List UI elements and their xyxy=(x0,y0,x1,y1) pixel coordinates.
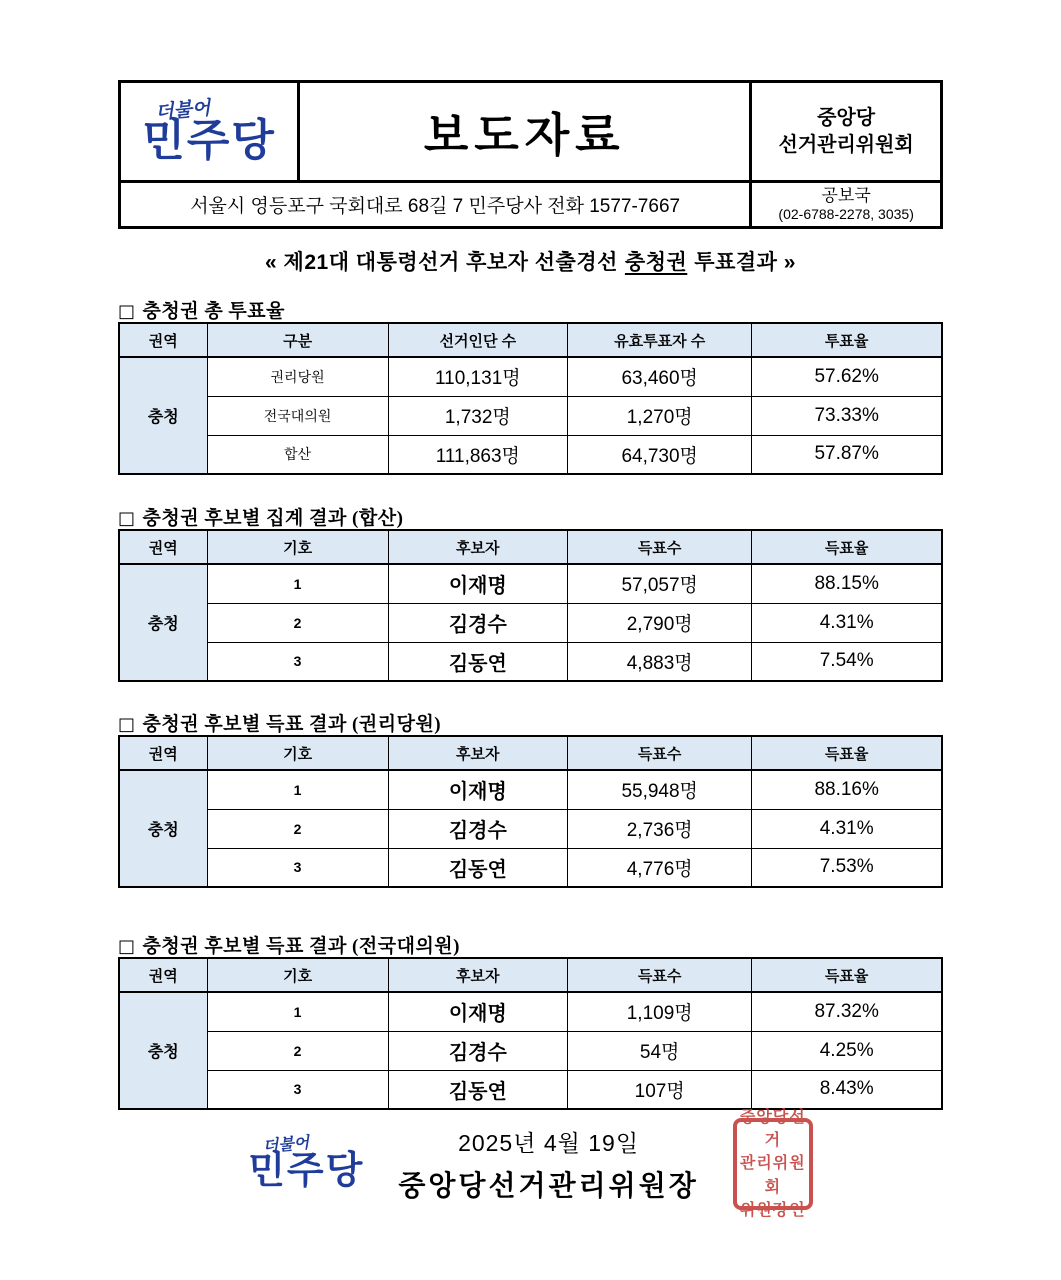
col-header-region: 권역 xyxy=(119,530,207,564)
region-cell: 충청 xyxy=(119,357,207,474)
candidate-cell: 김동연 xyxy=(388,1070,567,1109)
table-row xyxy=(119,1070,942,1109)
table-row xyxy=(119,603,942,642)
ballot-number-cell: 1 xyxy=(207,564,388,603)
col-header-votes: 득표수 xyxy=(568,736,752,770)
turnout-rate-cell: 73.33% xyxy=(752,396,942,435)
votes-cell: 55,948명 xyxy=(568,770,752,809)
col-header-candidate: 후보자 xyxy=(388,958,567,992)
candidate-cell: 김경수 xyxy=(388,1031,567,1070)
checkbox-bullet-icon: □ xyxy=(118,714,136,735)
press-release-title: 보도자료 xyxy=(423,108,626,161)
vote-share-cell: 4.31% xyxy=(752,809,942,848)
col-header-category: 구분 xyxy=(207,323,388,357)
table-row xyxy=(119,564,942,603)
col-header-votes: 득표수 xyxy=(568,958,752,992)
table-header-row xyxy=(119,530,942,564)
seal-text-line3: 위원장인 xyxy=(739,1201,806,1219)
votes-cell: 107명 xyxy=(568,1070,752,1109)
table-header-row xyxy=(119,323,942,357)
document-title xyxy=(118,246,943,276)
ballot-number-cell: 2 xyxy=(207,603,388,642)
category-cell: 합산 xyxy=(207,435,388,474)
signature-text-block xyxy=(398,1125,698,1204)
ballot-number-cell: 2 xyxy=(207,1031,388,1070)
region-cell: 충청 xyxy=(119,992,207,1109)
table-header-row xyxy=(119,958,942,992)
electorate-cell: 111,863명 xyxy=(388,435,567,474)
votes-cell: 2,790명 xyxy=(568,603,752,642)
col-header-vote-share: 득표율 xyxy=(752,958,942,992)
section-title-member-results xyxy=(118,709,943,736)
delegate-results-table xyxy=(118,957,943,1110)
table-row xyxy=(119,396,942,435)
region-cell: 충청 xyxy=(119,564,207,681)
vote-share-cell: 4.25% xyxy=(752,1031,942,1070)
checkbox-bullet-icon: □ xyxy=(118,936,136,957)
signer-title: 중앙당선거관리위원장 xyxy=(398,1169,699,1201)
votes-cell: 4,776명 xyxy=(568,848,752,887)
col-header-turnout-rate: 투표율 xyxy=(752,323,942,357)
vote-share-cell: 87.32% xyxy=(752,992,942,1031)
col-header-ballot-number: 기호 xyxy=(207,530,388,564)
checkbox-bullet-icon: □ xyxy=(118,301,136,322)
press-header xyxy=(118,80,943,229)
section-title-text: 충청권 총 투표율 xyxy=(142,301,285,322)
table-row xyxy=(119,1031,942,1070)
table-row xyxy=(119,992,942,1031)
candidate-cell: 김동연 xyxy=(388,642,567,681)
valid-voters-cell: 63,460명 xyxy=(568,357,752,396)
party-logo-top-text: 더불어 xyxy=(262,1134,311,1156)
turnout-rate-cell: 57.62% xyxy=(752,357,942,396)
press-release-title-cell xyxy=(299,82,751,182)
turnout-rate-cell: 57.87% xyxy=(752,435,942,474)
votes-cell: 57,057명 xyxy=(568,564,752,603)
seal-text-line2: 관리위원회 xyxy=(739,1155,806,1196)
combined-results-table xyxy=(118,529,943,682)
table-row xyxy=(119,770,942,809)
candidate-cell: 이재명 xyxy=(388,564,567,603)
votes-cell: 54명 xyxy=(568,1031,752,1070)
candidate-cell: 이재명 xyxy=(388,770,567,809)
ballot-number-cell: 2 xyxy=(207,809,388,848)
document-title-region-underlined: 충청권 xyxy=(624,251,688,274)
ballot-number-cell: 3 xyxy=(207,1070,388,1109)
official-seal-stamp xyxy=(733,1109,813,1219)
ballot-number-cell: 3 xyxy=(207,848,388,887)
section-title-text: 충청권 후보별 집계 결과 (합산) xyxy=(142,508,404,529)
electorate-cell: 110,131명 xyxy=(388,357,567,396)
member-results-table xyxy=(118,735,943,888)
table-row xyxy=(119,848,942,887)
vote-share-cell: 88.16% xyxy=(752,770,942,809)
vote-share-cell: 7.53% xyxy=(752,848,942,887)
col-header-ballot-number: 기호 xyxy=(207,736,388,770)
candidate-cell: 김동연 xyxy=(388,848,567,887)
vote-share-cell: 4.31% xyxy=(752,603,942,642)
category-cell: 전국대의원 xyxy=(207,396,388,435)
party-logo-cell xyxy=(120,82,299,182)
vote-share-cell: 88.15% xyxy=(752,564,942,603)
electorate-cell: 1,732명 xyxy=(388,396,567,435)
turnout-table xyxy=(118,322,943,475)
bureau-cell xyxy=(751,182,942,228)
col-header-candidate: 후보자 xyxy=(388,736,567,770)
table-row xyxy=(119,435,942,474)
ballot-number-cell: 1 xyxy=(207,992,388,1031)
candidate-cell: 김경수 xyxy=(388,603,567,642)
vote-share-cell: 7.54% xyxy=(752,642,942,681)
party-logo-top-text: 더불어 xyxy=(154,97,212,124)
valid-voters-cell: 1,270명 xyxy=(568,396,752,435)
candidate-cell: 이재명 xyxy=(388,992,567,1031)
committee-line1: 중앙당 xyxy=(817,106,876,129)
section-title-text: 충청권 후보별 득표 결과 (전국대의원) xyxy=(142,936,460,957)
votes-cell: 4,883명 xyxy=(568,642,752,681)
bureau-phone: (02-6788-2278, 3035) xyxy=(778,206,914,223)
party-logo-main-text: 민주당 xyxy=(142,115,276,165)
party-logo-main-text: 민주당 xyxy=(248,1150,365,1193)
col-header-vote-share: 득표율 xyxy=(752,736,942,770)
votes-cell: 2,736명 xyxy=(568,809,752,848)
document-title-prefix: « 제21대 대통령선거 후보자 선출경선 xyxy=(265,251,618,274)
table-row xyxy=(119,357,942,396)
table-header-row xyxy=(119,736,942,770)
party-address: 서울시 영등포구 국회대로 68길 7 민주당사 전화 1577-7667 xyxy=(120,182,751,228)
col-header-vote-share: 득표율 xyxy=(752,530,942,564)
candidate-cell: 김경수 xyxy=(388,809,567,848)
region-cell: 충청 xyxy=(119,770,207,887)
committee-cell xyxy=(751,82,942,182)
votes-cell: 1,109명 xyxy=(568,992,752,1031)
category-cell: 권리당원 xyxy=(207,357,388,396)
table-row xyxy=(119,642,942,681)
section-title-turnout xyxy=(118,296,943,323)
ballot-number-cell: 3 xyxy=(207,642,388,681)
signature-date: 2025년 4월 19일 xyxy=(458,1129,640,1156)
section-title-text: 충청권 후보별 득표 결과 (권리당원) xyxy=(142,714,442,735)
col-header-candidate: 후보자 xyxy=(388,530,567,564)
col-header-region: 권역 xyxy=(119,323,207,357)
document-title-suffix: 투표결과 » xyxy=(694,251,796,274)
section-title-combined-results xyxy=(118,503,943,530)
ballot-number-cell: 1 xyxy=(207,770,388,809)
col-header-votes: 득표수 xyxy=(568,530,752,564)
bureau-name: 공보국 xyxy=(821,186,871,205)
col-header-region: 권역 xyxy=(119,736,207,770)
signature-block xyxy=(118,1109,943,1219)
col-header-valid-voters: 유효투표자 수 xyxy=(568,323,752,357)
col-header-electorate: 선거인단 수 xyxy=(388,323,567,357)
vote-share-cell: 8.43% xyxy=(752,1070,942,1109)
seal-text-line1: 중앙당선거 xyxy=(739,1109,806,1150)
section-title-delegate-results xyxy=(118,931,943,958)
table-row xyxy=(119,809,942,848)
committee-line2: 선거관리위원회 xyxy=(778,133,914,156)
party-logo xyxy=(142,99,276,164)
checkbox-bullet-icon: □ xyxy=(118,508,136,529)
col-header-ballot-number: 기호 xyxy=(207,958,388,992)
valid-voters-cell: 64,730명 xyxy=(568,435,752,474)
col-header-region: 권역 xyxy=(119,958,207,992)
party-logo-footer xyxy=(248,1136,364,1192)
